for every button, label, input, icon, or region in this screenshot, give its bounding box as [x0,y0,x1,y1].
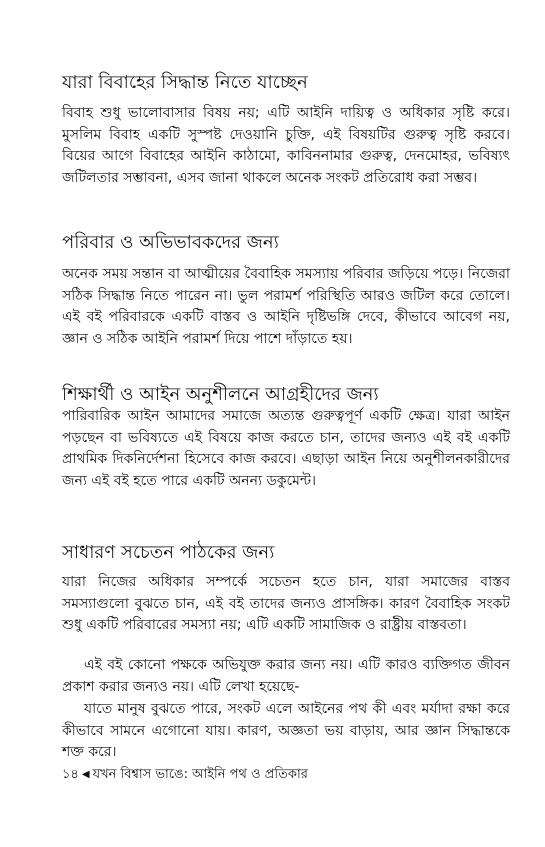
left-triangle-icon: ◀ [81,769,90,780]
section-heading-students: শিক্ষার্থী ও আইন অনুশীলনে আগ্রহীদের জন্য [62,384,379,405]
section-heading-readers: সাধারণ সচেতন পাঠকের জন্য [62,542,275,563]
page-number: ১৪ [62,767,79,782]
running-title: যখন বিশ্বাস ভাঙে: আইনি পথ ও প্রতিকার [92,767,308,782]
section-heading-family: পরিবার ও অভিভাবকদের জন্য [62,232,279,253]
page-footer [62,767,308,783]
section-heading-marriage: যারা বিবাহের সিদ্ধান্ত নিতে যাচ্ছেন [62,72,308,93]
section-body-marriage: বিবাহ শুধু ভালোবাসার বিষয় নয়; এটি আইনি দায়িত্ব ও অধিকার সৃষ্টি করে। মুসলিম বিবাহ একটি সুস্পষ্ট দেওয়ানি চুক্তি, এই বিষয়টির গুরুত্ব সৃষ্টি করবে। বিয়ের আগে বিবাহের আইনি কাঠামো, কাবিননামার গুরুত্ব, দেনমোহর, ভবিষ্যৎ জটিলতার সম্ভাবনা, এসব জানা থাকলে অনেক সংকট প্রতিরোধ করা সম্ভব। [62,105,510,186]
section-body-family: অনেক সময় সন্তান বা আত্মীয়ের বৈবাহিক সমস্যায় পরিবার জড়িয়ে পড়ে। নিজেরা সঠিক সিদ্ধান্ত নিতে পারেন না। ভুল পরামর্শ পরিস্থিতি আরও জটিল করে তোলে। এই বই পরিবারকে একটি বাস্তব ও আইনি দৃষ্টিভঙ্গি দেবে, কীভাবে আবেগ নয়, জ্ঞান ও সঠিক আইনি পরামর্শ দিয়ে পাশে দাঁড়াতে হয়। [62,266,510,347]
section-body-students: পারিবারিক আইন আমাদের সমাজে অত্যন্ত গুরুত্বপূর্ণ একটি ক্ষেত্র। যারা আইন পড়ছেন বা ভবিষ্যতে এই বিষয়ে কাজ করতে চান, তাদের জন্যও এই বই একটি প্রাথমিক দিকনির্দেশনা হিসেবে কাজ করবে। এছাড়া আইন নিয়ে অনুশীলনকারীদের জন্য এই বই হতে পারে একটি অনন্য ডকুমেন্ট। [62,408,510,489]
section-body-readers-purpose: এই বই কোনো পক্ষকে অভিযুক্ত করার জন্য নয়। এটি কারও ব্যক্তিগত জীবন প্রকাশ করার জন্যও নয়। এটি লেখা হয়েছে- [62,657,510,695]
section-body-readers-reason: যাতে মানুষ বুঝতে পারে, সংকট এলে আইনের পথ কী এবং মর্যাদা রক্ষা করে কীভাবে সামনে এগোনো যায়। কারণ, অজ্ঞতা ভয় বাড়ায়, আর জ্ঞান সিদ্ধান্তকে শক্ত করে। [62,701,510,761]
section-body-readers: যারা নিজের অধিকার সম্পর্কে সচেতন হতে চান, যারা সমাজের বাস্তব সমস্যাগুলো বুঝতে চান, এই বই তাদের জন্যও প্রাসঙ্গিক। কারণ বৈবাহিক সংকট শুধু একটি পরিবারের সমস্যা নয়; এটি একটি সামাজিক ও রাষ্ট্রীয় বাস্তবতা। [62,574,510,634]
